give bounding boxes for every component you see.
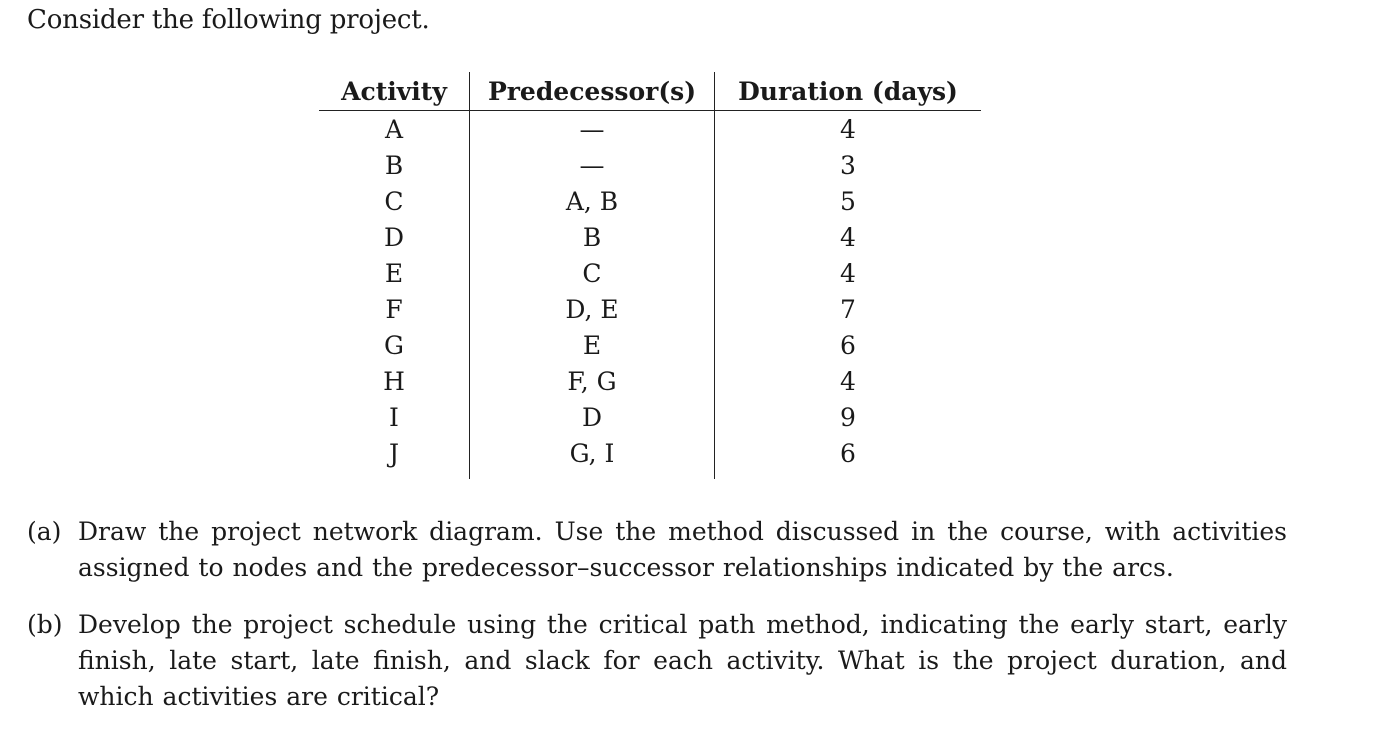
question-a [27, 514, 1287, 586]
question-a-label: (a) [27, 517, 62, 546]
activity-table [319, 72, 981, 479]
cell-predecessors: E [470, 327, 715, 363]
table-row [319, 111, 981, 148]
cell-activity: I [319, 399, 470, 435]
table-row [319, 219, 981, 255]
cell-duration: 5 [840, 186, 856, 216]
table-row [319, 183, 981, 219]
table-row [319, 327, 981, 363]
cell-activity: B [319, 147, 470, 183]
cell-activity: J [319, 435, 470, 479]
header-duration: Duration (days) [715, 72, 982, 111]
cell-duration: 4 [840, 114, 856, 144]
cell-duration: 7 [840, 294, 856, 324]
table-row [319, 399, 981, 435]
cell-activity: F [319, 291, 470, 327]
table-row [319, 363, 981, 399]
cell-predecessors: D, E [470, 291, 715, 327]
cell-duration: 4 [840, 258, 856, 288]
cell-activity: H [319, 363, 470, 399]
question-b-label: (b) [27, 610, 63, 639]
cell-duration: 9 [840, 402, 856, 432]
cell-predecessors: — [470, 111, 715, 148]
cell-predecessors: D [470, 399, 715, 435]
cell-predecessors: C [470, 255, 715, 291]
header-activity: Activity [319, 72, 470, 111]
intro-text: Consider the following project. [27, 5, 430, 35]
question-b-text: Develop the project schedule using the critical path method, indicating the early start, early finish, late start, late finish, and slack for each activity. What is the project duration, and which activities are critical? [78, 610, 1287, 711]
cell-predecessors: F, G [470, 363, 715, 399]
cell-activity: G [319, 327, 470, 363]
cell-activity: D [319, 219, 470, 255]
table-row [319, 435, 981, 479]
cell-predecessors: — [470, 147, 715, 183]
table-row [319, 291, 981, 327]
cell-duration: 6 [840, 438, 856, 468]
header-predecessors: Predecessor(s) [470, 72, 715, 111]
cell-activity: A [319, 111, 470, 148]
cell-duration: 3 [840, 150, 856, 180]
cell-activity: C [319, 183, 470, 219]
cell-activity: E [319, 255, 470, 291]
table-header-row [319, 72, 981, 111]
cell-predecessors: B [470, 219, 715, 255]
cell-predecessors: G, I [470, 435, 715, 479]
table-row [319, 255, 981, 291]
cell-duration: 6 [840, 330, 856, 360]
question-a-text: Draw the project network diagram. Use the method discussed in the course, with activities assigned to nodes and the predecessor–successor relationships indicated by the arcs. [78, 517, 1287, 582]
cell-predecessors: A, B [470, 183, 715, 219]
table-row [319, 147, 981, 183]
cell-duration: 4 [840, 366, 856, 396]
cell-duration: 4 [840, 222, 856, 252]
question-b [27, 607, 1287, 715]
